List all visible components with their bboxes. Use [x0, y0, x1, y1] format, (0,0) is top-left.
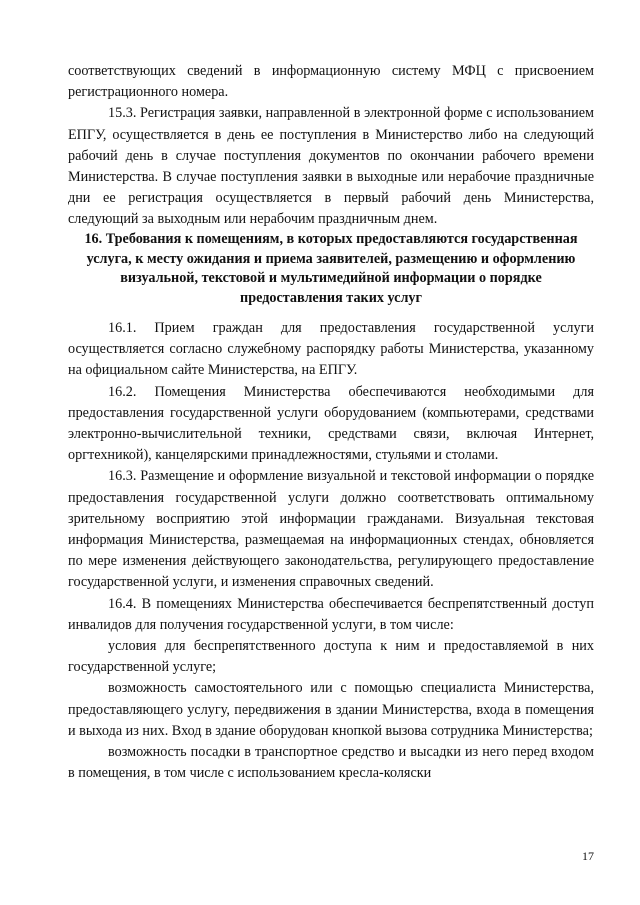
paragraph-continuation: соответствующих сведений в информационную систему МФЦ с присвоением регистрационного номера. — [68, 63, 594, 101]
page-number: 17 — [582, 849, 594, 863]
paragraph-15-3: 15.3. Регистрация заявки, направленной в электронной форме с использованием ЕПГУ, осуществляется в день ее поступления в Министерство либо на следующий рабочий день в случае поступления документов по окончании рабочего времени Министерства. В случае поступления заявки в выходные или нерабочие праздничные дни ее регистрация осуществляется в первый рабочий день Министерства, следующий за выходным или нерабочим праздничным днем. — [68, 105, 594, 228]
paragraph-16-2: 16.2. Помещения Министерства обеспечиваются необходимыми для предоставления государственной услуги оборудованием (компьютерами, средствами электронно-вычислительной техники, средствами связи, включая Интернет, оргтехникой), канцелярскими принадлежностями, стульями и столами. — [68, 383, 594, 464]
top-text-block — [68, 61, 594, 231]
list-item-movement: возможность самостоятельного или с помощью специалиста Министерства, предоставляющего услугу, передвижения в здании Министерства, входа в помещения и выхода из них. Вход в здание оборудован кнопкой вызова сотрудника Министерства; — [68, 680, 594, 739]
paragraph-16-4: 16.4. В помещениях Министерства обеспечивается беспрепятственный доступ инвалидов для получения государственной услуги, в том числе: — [68, 595, 594, 633]
section-heading: 16. Требования к помещениям, в которых предоставляются государственная услуга, к месту ожидания и приема заявителей, размещению и оформлению визуальной, текстовой и мультимедийной информации о порядке предоставления таких услуг — [84, 231, 578, 306]
list-item-transport: возможность посадки в транспортное средство и высадки из него перед входом в помещения, в том числе с использованием кресла-коляски — [68, 744, 594, 782]
paragraph-16-3: 16.3. Размещение и оформление визуальной и текстовой информации о порядке предоставления государственной услуги должно соответствовать оптимальному зрительному восприятию этой информации гражданами. Визуальная текстовая информация Министерства, размещаемая на информационных стендах, обновляется по мере изменения действующего законодательства, регулирующего предоставление государственной услуги, и изменения справочных сведений. — [68, 468, 594, 591]
list-item-access-conditions: условия для беспрепятственного доступа к ним и предоставляемой в них государственной услуге; — [68, 638, 594, 676]
paragraph-16-1: 16.1. Прием граждан для предоставления государственной услуги осуществляется согласно служебному распорядку работы Министерства, указанному на официальном сайте Министерства, на ЕПГУ. — [68, 320, 594, 379]
section-16-body — [68, 318, 594, 784]
